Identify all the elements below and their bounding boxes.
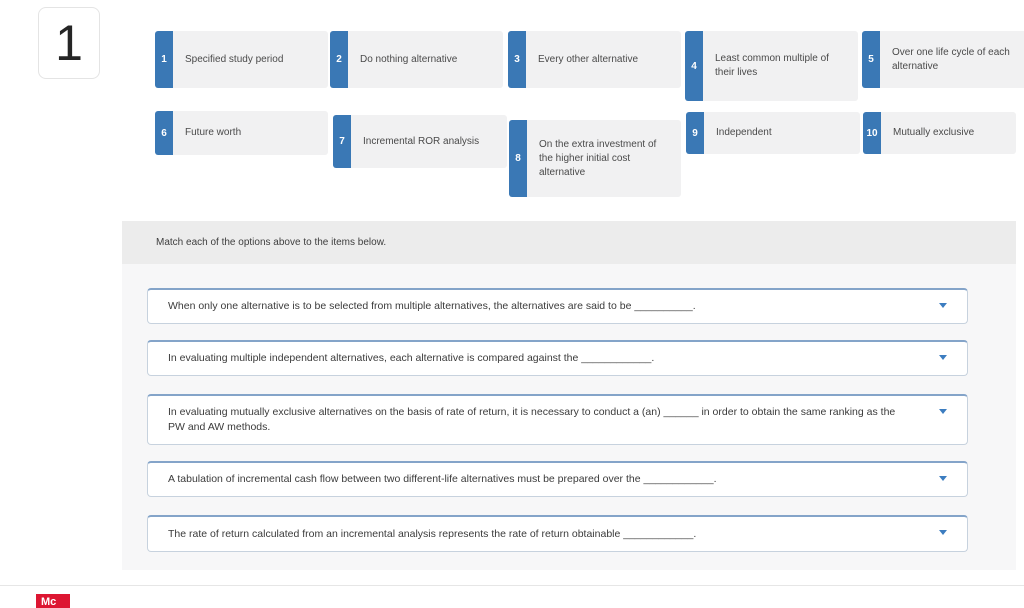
match-item-dropdown-4[interactable] — [147, 461, 968, 497]
option-chip-3 — [508, 31, 681, 88]
option-chip-6 — [155, 111, 328, 155]
option-label: Every other alternative — [526, 31, 681, 88]
option-number: 10 — [863, 112, 881, 154]
match-item-text: A tabulation of incremental cash flow between two different-life alternatives must be prepared over the ____________. — [168, 473, 717, 485]
option-number: 3 — [508, 31, 526, 88]
option-label: Mutually exclusive — [881, 112, 1016, 154]
option-label: Specified study period — [173, 31, 328, 88]
mcgraw-hill-logo — [36, 594, 70, 608]
option-number: 5 — [862, 31, 880, 88]
match-item-text: When only one alternative is to be selected from multiple alternatives, the alternatives are said to be __________. — [168, 300, 696, 312]
option-chip-5 — [862, 31, 1024, 88]
matching-instruction-bar — [122, 221, 1016, 264]
chevron-down-icon[interactable] — [939, 476, 947, 481]
option-chip-7 — [333, 115, 507, 168]
option-number: 9 — [686, 112, 704, 154]
chevron-down-icon[interactable] — [939, 303, 947, 308]
option-chip-2 — [330, 31, 503, 88]
matching-instruction: Match each of the options above to the items below. — [156, 237, 387, 248]
matching-panel — [122, 221, 1016, 570]
question-number-card — [38, 7, 100, 79]
option-chip-8 — [509, 120, 681, 197]
match-item-dropdown-2[interactable] — [147, 340, 968, 376]
footer-divider — [0, 585, 1024, 586]
option-number: 4 — [685, 31, 703, 101]
option-number: 1 — [155, 31, 173, 88]
option-label: Do nothing alternative — [348, 31, 503, 88]
match-item-dropdown-3[interactable] — [147, 394, 968, 445]
match-item-text: In evaluating mutually exclusive alternatives on the basis of rate of return, it is necessary to conduct a (an) ______ in order to obtain the same ranking as the PW and AW methods. — [168, 406, 896, 433]
match-item-dropdown-5[interactable] — [147, 515, 968, 552]
option-chip-9 — [686, 112, 860, 154]
option-label: Over one life cycle of each alternative — [880, 31, 1024, 88]
chevron-down-icon[interactable] — [939, 409, 947, 414]
option-label: Incremental ROR analysis — [351, 115, 507, 168]
option-number: 6 — [155, 111, 173, 155]
option-chip-1 — [155, 31, 328, 88]
option-chip-10 — [863, 112, 1016, 154]
option-label: Independent — [704, 112, 860, 154]
match-item-dropdown-1[interactable] — [147, 288, 968, 324]
option-number: 7 — [333, 115, 351, 168]
option-number: 8 — [509, 120, 527, 197]
brand-logo-text: Mc — [41, 596, 57, 608]
question-number: 1 — [55, 15, 83, 71]
chevron-down-icon[interactable] — [939, 530, 947, 535]
option-label: Future worth — [173, 111, 328, 155]
match-item-text: The rate of return calculated from an incremental analysis represents the rate of return obtainable ____________. — [168, 527, 697, 540]
option-number: 2 — [330, 31, 348, 88]
chevron-down-icon[interactable] — [939, 355, 947, 360]
option-chip-4 — [685, 31, 858, 101]
option-label: Least common multiple of their lives — [703, 31, 858, 101]
match-item-text: In evaluating multiple independent alternatives, each alternative is compared against the ____________. — [168, 352, 655, 364]
option-label: On the extra investment of the higher initial cost alternative — [527, 120, 681, 197]
